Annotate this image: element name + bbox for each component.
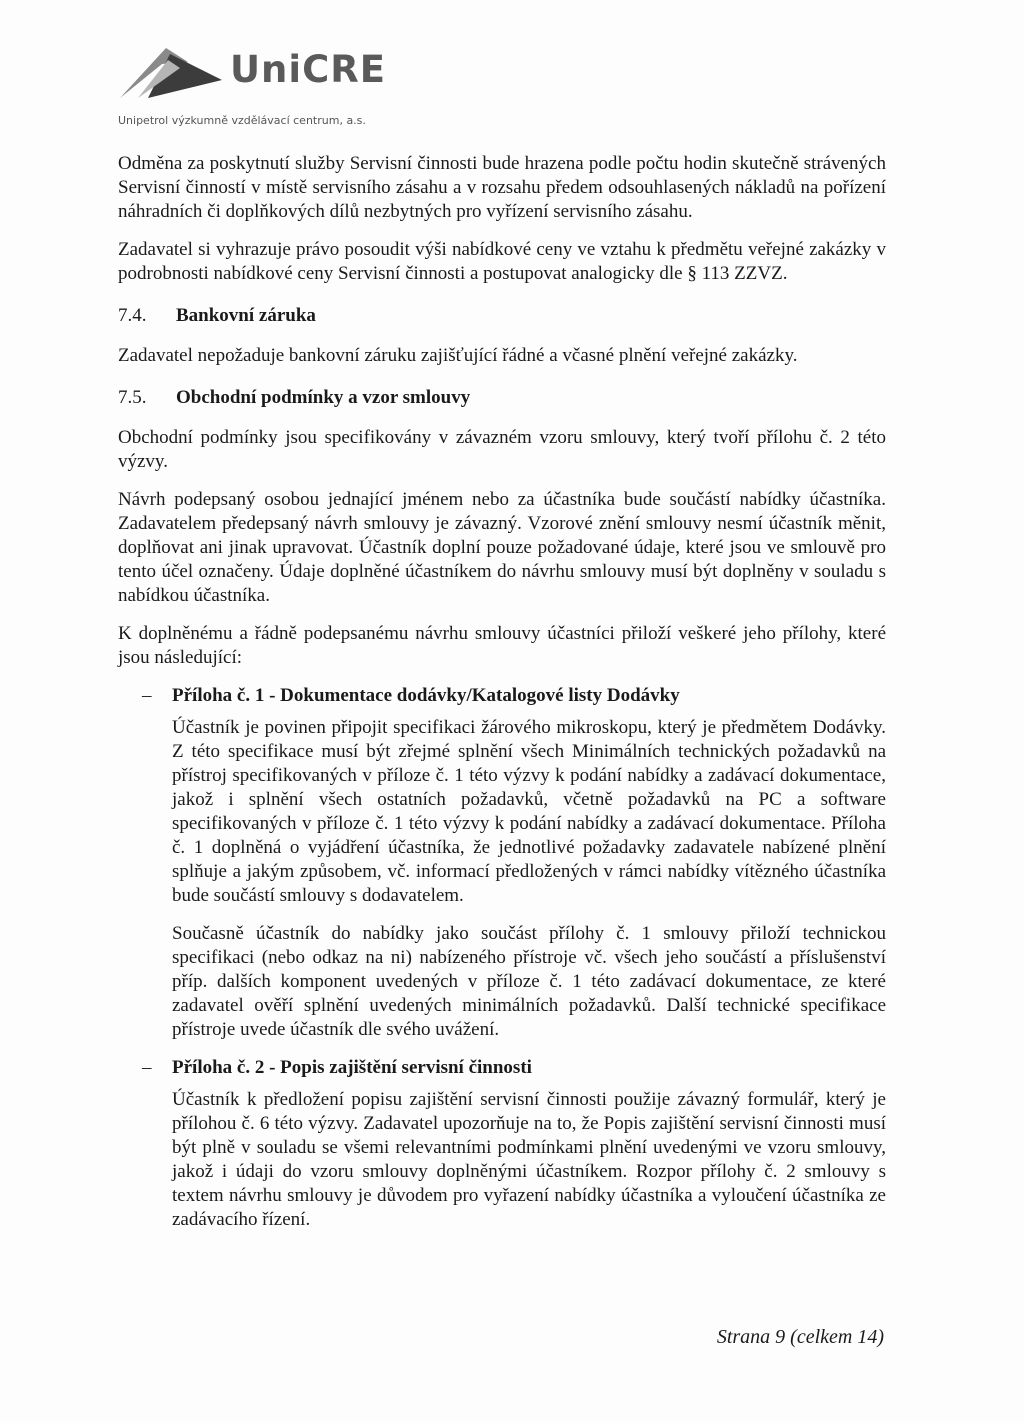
list-dash: – bbox=[142, 1057, 152, 1078]
paragraph: Zadavatel si vyhrazuje právo posoudit výši nabídkové ceny ve vztahu k předmětu veřejné zakázky v podrobnosti nabídkové ceny Servisní činnosti a postupovat analogicky dle § 113 ZZVZ. bbox=[118, 239, 886, 284]
paragraph: Účastník k předložení popisu zajištění servisní činnosti použije závazný formulář, který je přílohou č. 6 této výzvy. Zadavatel upozorňuje na to, že Popis zajištění servisní činnosti musí být plně v souladu se všemi relevantními podmínkami plnění uvedenými ve vzoru smlouvy, jakož i údaji do vzoru smlouvy doplněnými účastníkem. Rozpor přílohy č. 2 smlouvy s textem návrhu smlouvy je důvodem pro vyřazení nabídky účastníka a vyloučení účastníka ze zadávacího řízení. bbox=[172, 1089, 886, 1230]
paragraph: Zadavatel nepožaduje bankovní záruku zajišťující řádné a včasné plnění veřejné zakázky. bbox=[118, 345, 798, 366]
section-number: 7.5. bbox=[118, 387, 147, 408]
brand-subtitle: Unipetrol výzkumně vzdělávací centrum, a.s. bbox=[118, 114, 366, 127]
paragraph: Odměna za poskytnutí služby Servisní činnosti bude hrazena podle počtu hodin skutečně strávených Servisní činností v místě servisního zásahu a v rozsahu předem odsouhlasených nákladů na pořízení náhradních či doplňkových dílů nezbytných pro vyřízení servisního zásahu. bbox=[118, 153, 886, 222]
paragraph: K doplněnému a řádně podepsanému návrhu smlouvy účastníci přiloží veškeré jeho přílohy, které jsou následující: bbox=[118, 623, 886, 668]
brand-name: UniCRE bbox=[230, 48, 386, 91]
page-header bbox=[118, 40, 418, 130]
paragraph: Současně účastník do nabídky jako součást přílohy č. 1 smlouvy přiloží technickou specifikaci (nebo odkaz na ni) nabízeného přístroje vč. všech jeho součástí a příslušenství příp. dalších komponent uvedených v příloze č. 1 této zadávací dokumentace, ze které zadavatel ověří splnění uvedených minimálních požadavků. Další technické specifikace přístroje uvede účastník dle svého uvážení. bbox=[172, 923, 886, 1040]
section-title: Bankovní záruka bbox=[176, 305, 316, 326]
attachment-body bbox=[118, 1088, 886, 1232]
attachment-body bbox=[118, 716, 886, 1042]
paragraph: Účastník je povinen připojit specifikaci žárového mikroskopu, který je předmětem Dodávky. Z této specifikace musí být zřejmé splnění všech Minimálních technických požadavků na přístroj specifikovaných v příloze č. 1 této výzvy k podání nabídky a zadávací dokumentace, jakož i splnění všech ostatních požadavků, včetně požadavků na PC a software specifikovaných v příloze č. 1 této výzvy k podání nabídky a zadávací dokumentace. Příloha č. 1 doplněná o vyjádření účastníka, že jednotlivé požadavky zadavatele nabízené plnění splňuje a jakým způsobem, vč. informací předložených v rámci nabídky vítězného účastníka bude součástí smlouvy s dodavatelem. bbox=[172, 717, 886, 906]
page-number: Strana 9 (celkem 14) bbox=[716, 1326, 884, 1348]
paragraph: Obchodní podmínky jsou specifikovány v závazném vzoru smlouvy, který tvoří přílohu č. 2 této výzvy. bbox=[118, 427, 886, 472]
document-body bbox=[118, 152, 886, 1246]
attachment-item-1 bbox=[118, 684, 886, 708]
paragraph: Návrh podepsaný osobou jednající jménem nebo za účastníka bude součástí nabídky účastníka. Zadavatelem předepsaný návrh smlouvy je závazný. Vzorové znění smlouvy nesmí účastník měnit, doplňovat ani jinak upravovat. Účastník doplní pouze požadované údaje, které jsou ve smlouvě pro tento účel označeny. Údaje doplněné účastníkem do návrhu smlouvy musí být doplněny v souladu s nabídkou účastníka. bbox=[118, 489, 886, 606]
unicre-logo-icon bbox=[118, 40, 228, 102]
attachment-item-2 bbox=[118, 1056, 886, 1080]
list-dash: – bbox=[142, 685, 152, 706]
section-title: Obchodní podmínky a vzor smlouvy bbox=[176, 387, 471, 408]
section-heading-7-4 bbox=[118, 304, 886, 328]
attachment-title: Příloha č. 1 - Dokumentace dodávky/Katalogové listy Dodávky bbox=[172, 685, 680, 706]
section-number: 7.4. bbox=[118, 305, 147, 326]
attachment-title: Příloha č. 2 - Popis zajištění servisní činnosti bbox=[172, 1057, 532, 1078]
section-heading-7-5 bbox=[118, 386, 886, 410]
